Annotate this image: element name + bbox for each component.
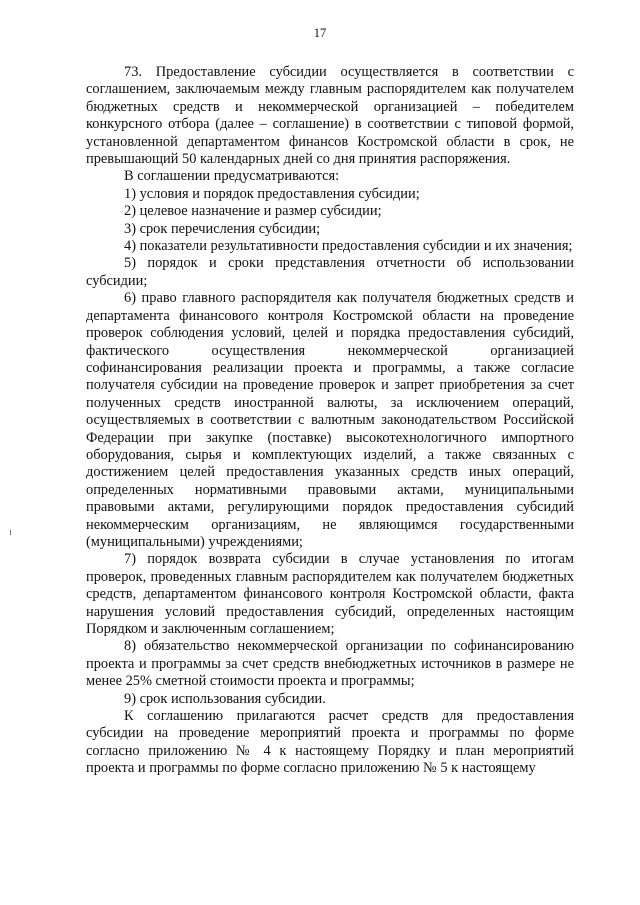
page-number: 17 xyxy=(313,26,327,40)
paragraph-agreement-intro: В соглашении предусматриваются: xyxy=(124,168,340,185)
paragraph-attachments: К соглашению прилагаются расчет средств для предоставления субсидии на проведение мероприятий проекта и программы по форме согласно приложению № 4 к настоящему Порядку и план мероприятий проекта и программы по форме согласно приложению № 5 к настоящему xyxy=(86,708,574,777)
list-item-5: 5) порядок и сроки представления отчетности об использовании субсидии; xyxy=(86,255,574,289)
list-item-7: 7) порядок возврата субсидии в случае установления по итогам проверок, проведенных главным распорядителем как получателем бюджетных средств, департаментом финансового контроля Костромской области, факта нарушения условий предоставления субсидий, определенных настоящим Порядком и заключенным соглашением; xyxy=(86,551,574,637)
list-item-4: 4) показатели результативности предоставления субсидии и их значения; xyxy=(124,238,573,255)
list-item-9: 9) срок использования субсидии. xyxy=(124,690,326,707)
list-item-3: 3) срок перечисления субсидии; xyxy=(124,220,321,237)
list-item-1: 1) условия и порядок предоставления субсидии; xyxy=(124,185,420,202)
scan-artifact-mark xyxy=(10,530,11,535)
paragraph-73: 73. Предоставление субсидии осуществляется в соответствии с соглашением, заключаемым между главным распорядителем как получателем бюджетных средств и некоммерческой организацией – победителем конкурсного отбора (далее – соглашение) в соответствии с типовой формой, установленной департаментом финансов Костромской области в срок, не превышающий 50 календарных дней со дня принятия распоряжения. xyxy=(86,64,574,168)
list-item-8: 8) обязательство некоммерческой организации по софинансированию проекта и программы за счет средств внебюджетных источников в размере не менее 25% сметной стоимости проекта и программы; xyxy=(86,638,574,690)
list-item-2: 2) целевое назначение и размер субсидии; xyxy=(124,203,382,220)
list-item-6: 6) право главного распорядителя как получателя бюджетных средств и департамента финансового контроля Костромской области на проведение проверок соблюдения условий, целей и порядка предоставления субсидий, фактического осуществления некоммерческой организацией софинансирования реализации проекта и программы, а также согласие получателя субсидии на проведение проверок и запрет приобретения за счет полученных средств иностранной валюты, за исключением операций, осуществляемых в соответствии с валютным законодательством Российской Федерации при закупке (поставке) высокотехнологичного импортного оборудования, сырья и комплектующих изделий, а также связанных с достижением целей предоставления указанных средств иных операций, определенных нормативными правовыми актами, муниципальными правовыми актами, регулирующими порядок предоставления субсидий некоммерческим организациям, не являющимся государственными (муниципальными) учреждениями; xyxy=(86,290,574,550)
document-body xyxy=(86,64,574,778)
